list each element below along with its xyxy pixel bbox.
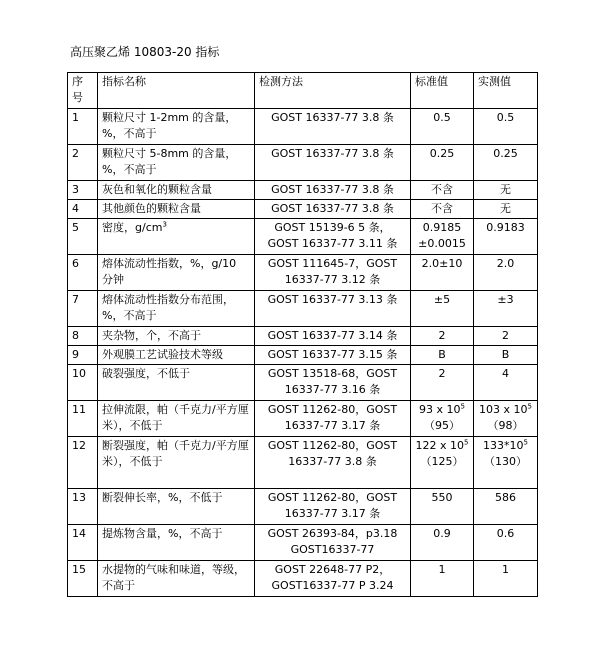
- row-act: 2: [474, 327, 538, 346]
- row-name: 颗粒尺寸 5-8mm 的含量，%，不高于: [98, 145, 255, 181]
- row-name: 破裂强度，不低于: [98, 365, 255, 401]
- row-act: B: [474, 346, 538, 365]
- row-std: 1: [411, 561, 474, 597]
- row-method: GOST 22648-77 P2，GOST16337-77 P 3.24: [255, 561, 411, 597]
- table-header-row: [68, 73, 538, 109]
- row-no: 11: [68, 401, 98, 437]
- act-exponent: 5: [527, 402, 532, 411]
- row-method: GOST 111645-7，GOST 16337-77 3.12 条: [255, 255, 411, 291]
- row-no: 15: [68, 561, 98, 597]
- row-method: GOST 16337-77 3.15 条: [255, 346, 411, 365]
- row-method: GOST 11262-80，GOST 16337-77 3.17 条: [255, 489, 411, 525]
- header-no: 序号: [68, 73, 98, 109]
- row-std: ±5: [411, 291, 474, 327]
- row-method: GOST 11262-80，GOST 16337-77 3.8 条: [255, 437, 411, 489]
- table-row: [68, 109, 538, 145]
- std-exponent: 5: [460, 402, 465, 411]
- row-act: 4: [474, 365, 538, 401]
- std-mantissa: 93 x 10: [419, 403, 461, 416]
- row-no: 5: [68, 219, 98, 255]
- table-row: [68, 346, 538, 365]
- row-name: 熔体流动性指数分布范围，%，不高于: [98, 291, 255, 327]
- row-name: 熔体流动性指数，%，g/10 分钟: [98, 255, 255, 291]
- row-std: 不含: [411, 181, 474, 200]
- row-name: 水提物的气味和味道，等级，不高于: [98, 561, 255, 597]
- row-act: 无: [474, 200, 538, 219]
- row-no: 8: [68, 327, 98, 346]
- table-row: [68, 255, 538, 291]
- row-no: 7: [68, 291, 98, 327]
- row-no: 12: [68, 437, 98, 489]
- row-act: [474, 437, 538, 489]
- row-name: 夹杂物，个，不高于: [98, 327, 255, 346]
- table-row: [68, 181, 538, 200]
- row-no: 2: [68, 145, 98, 181]
- row-act: 0.25: [474, 145, 538, 181]
- row-name: 灰色和氧化的颗粒含量: [98, 181, 255, 200]
- row-act: 无: [474, 181, 538, 200]
- row-act: 2.0: [474, 255, 538, 291]
- row-no: 3: [68, 181, 98, 200]
- table-row: [68, 489, 538, 525]
- row-std: 2.0±10: [411, 255, 474, 291]
- table-row: [68, 291, 538, 327]
- row-act: ±3: [474, 291, 538, 327]
- row-no: 10: [68, 365, 98, 401]
- document-title: 高压聚乙烯 10803-20 指标: [70, 45, 220, 59]
- row-name: 其他颜色的颗粒含量: [98, 200, 255, 219]
- std-mantissa: 122 x 10: [415, 439, 465, 452]
- header-name: 指标名称: [98, 73, 255, 109]
- table-row: [68, 401, 538, 437]
- act-mantissa: 103 x 10: [479, 403, 528, 416]
- row-method: GOST 15139-6 5 条，GOST 16337-77 3.11 条: [255, 219, 411, 255]
- table-row: [68, 219, 538, 255]
- row-std: 2: [411, 327, 474, 346]
- row-method: GOST 16337-77 3.13 条: [255, 291, 411, 327]
- table-row: [68, 525, 538, 561]
- row-method: GOST 13518-68，GOST 16337-77 3.16 条: [255, 365, 411, 401]
- row-act: 0.9183: [474, 219, 538, 255]
- row-name: 外观膜工艺试验技术等级: [98, 346, 255, 365]
- row-act: 1: [474, 561, 538, 597]
- row-std: 0.9185±0.0015: [411, 219, 474, 255]
- header-std: 标准值: [411, 73, 474, 109]
- row-std: [411, 401, 474, 437]
- header-method: 检测方法: [255, 73, 411, 109]
- table-row: [68, 437, 538, 489]
- table-row: [68, 145, 538, 181]
- row-no: 6: [68, 255, 98, 291]
- header-act: 实测值: [474, 73, 538, 109]
- act-kgf-value: （130）: [484, 455, 527, 468]
- row-method: GOST 16337-77 3.14 条: [255, 327, 411, 346]
- row-name: 提炼物含量，%，不高于: [98, 525, 255, 561]
- row-method: GOST 16337-77 3.8 条: [255, 181, 411, 200]
- row-name: 断裂伸长率，%，不低于: [98, 489, 255, 525]
- row-method: GOST 16337-77 3.8 条: [255, 109, 411, 145]
- table-row: [68, 327, 538, 346]
- row-name: 断裂强度，帕（千克力/平方厘米），不低于: [98, 437, 255, 489]
- row-method: GOST 16337-77 3.8 条: [255, 145, 411, 181]
- act-mantissa: 133*10: [483, 439, 524, 452]
- table-row: [68, 200, 538, 219]
- density-unit-exponent: 3: [162, 220, 167, 229]
- act-kgf-value: （98）: [487, 419, 524, 432]
- std-kgf-value: （95）: [424, 419, 460, 432]
- table-row: [68, 365, 538, 401]
- row-no: 1: [68, 109, 98, 145]
- row-std: 不含: [411, 200, 474, 219]
- row-act: 0.5: [474, 109, 538, 145]
- row-method: GOST 26393-84，p3.18 GOST16337-77: [255, 525, 411, 561]
- row-method: GOST 11262-80，GOST 16337-77 3.17 条: [255, 401, 411, 437]
- row-act: 586: [474, 489, 538, 525]
- row-std: 550: [411, 489, 474, 525]
- row-act: 0.6: [474, 525, 538, 561]
- row-no: 14: [68, 525, 98, 561]
- row-std: B: [411, 346, 474, 365]
- row-std: [411, 437, 474, 489]
- row-std: 0.9: [411, 525, 474, 561]
- row-name: [98, 219, 255, 255]
- row-name: 颗粒尺寸 1-2mm 的含量，%，不高于: [98, 109, 255, 145]
- std-kgf-value: （125）: [420, 455, 464, 468]
- act-exponent: 5: [523, 438, 528, 447]
- row-std: 0.25: [411, 145, 474, 181]
- row-act: [474, 401, 538, 437]
- row-no: 13: [68, 489, 98, 525]
- row-std: 0.5: [411, 109, 474, 145]
- row-no: 9: [68, 346, 98, 365]
- row-method: GOST 16337-77 3.8 条: [255, 200, 411, 219]
- row-std: 2: [411, 365, 474, 401]
- spec-table: [67, 72, 538, 597]
- row-name: 拉伸流限，帕（千克力/平方厘米），不低于: [98, 401, 255, 437]
- table-row: [68, 561, 538, 597]
- density-label: 密度，g/cm: [102, 221, 163, 234]
- std-exponent: 5: [464, 438, 469, 447]
- row-no: 4: [68, 200, 98, 219]
